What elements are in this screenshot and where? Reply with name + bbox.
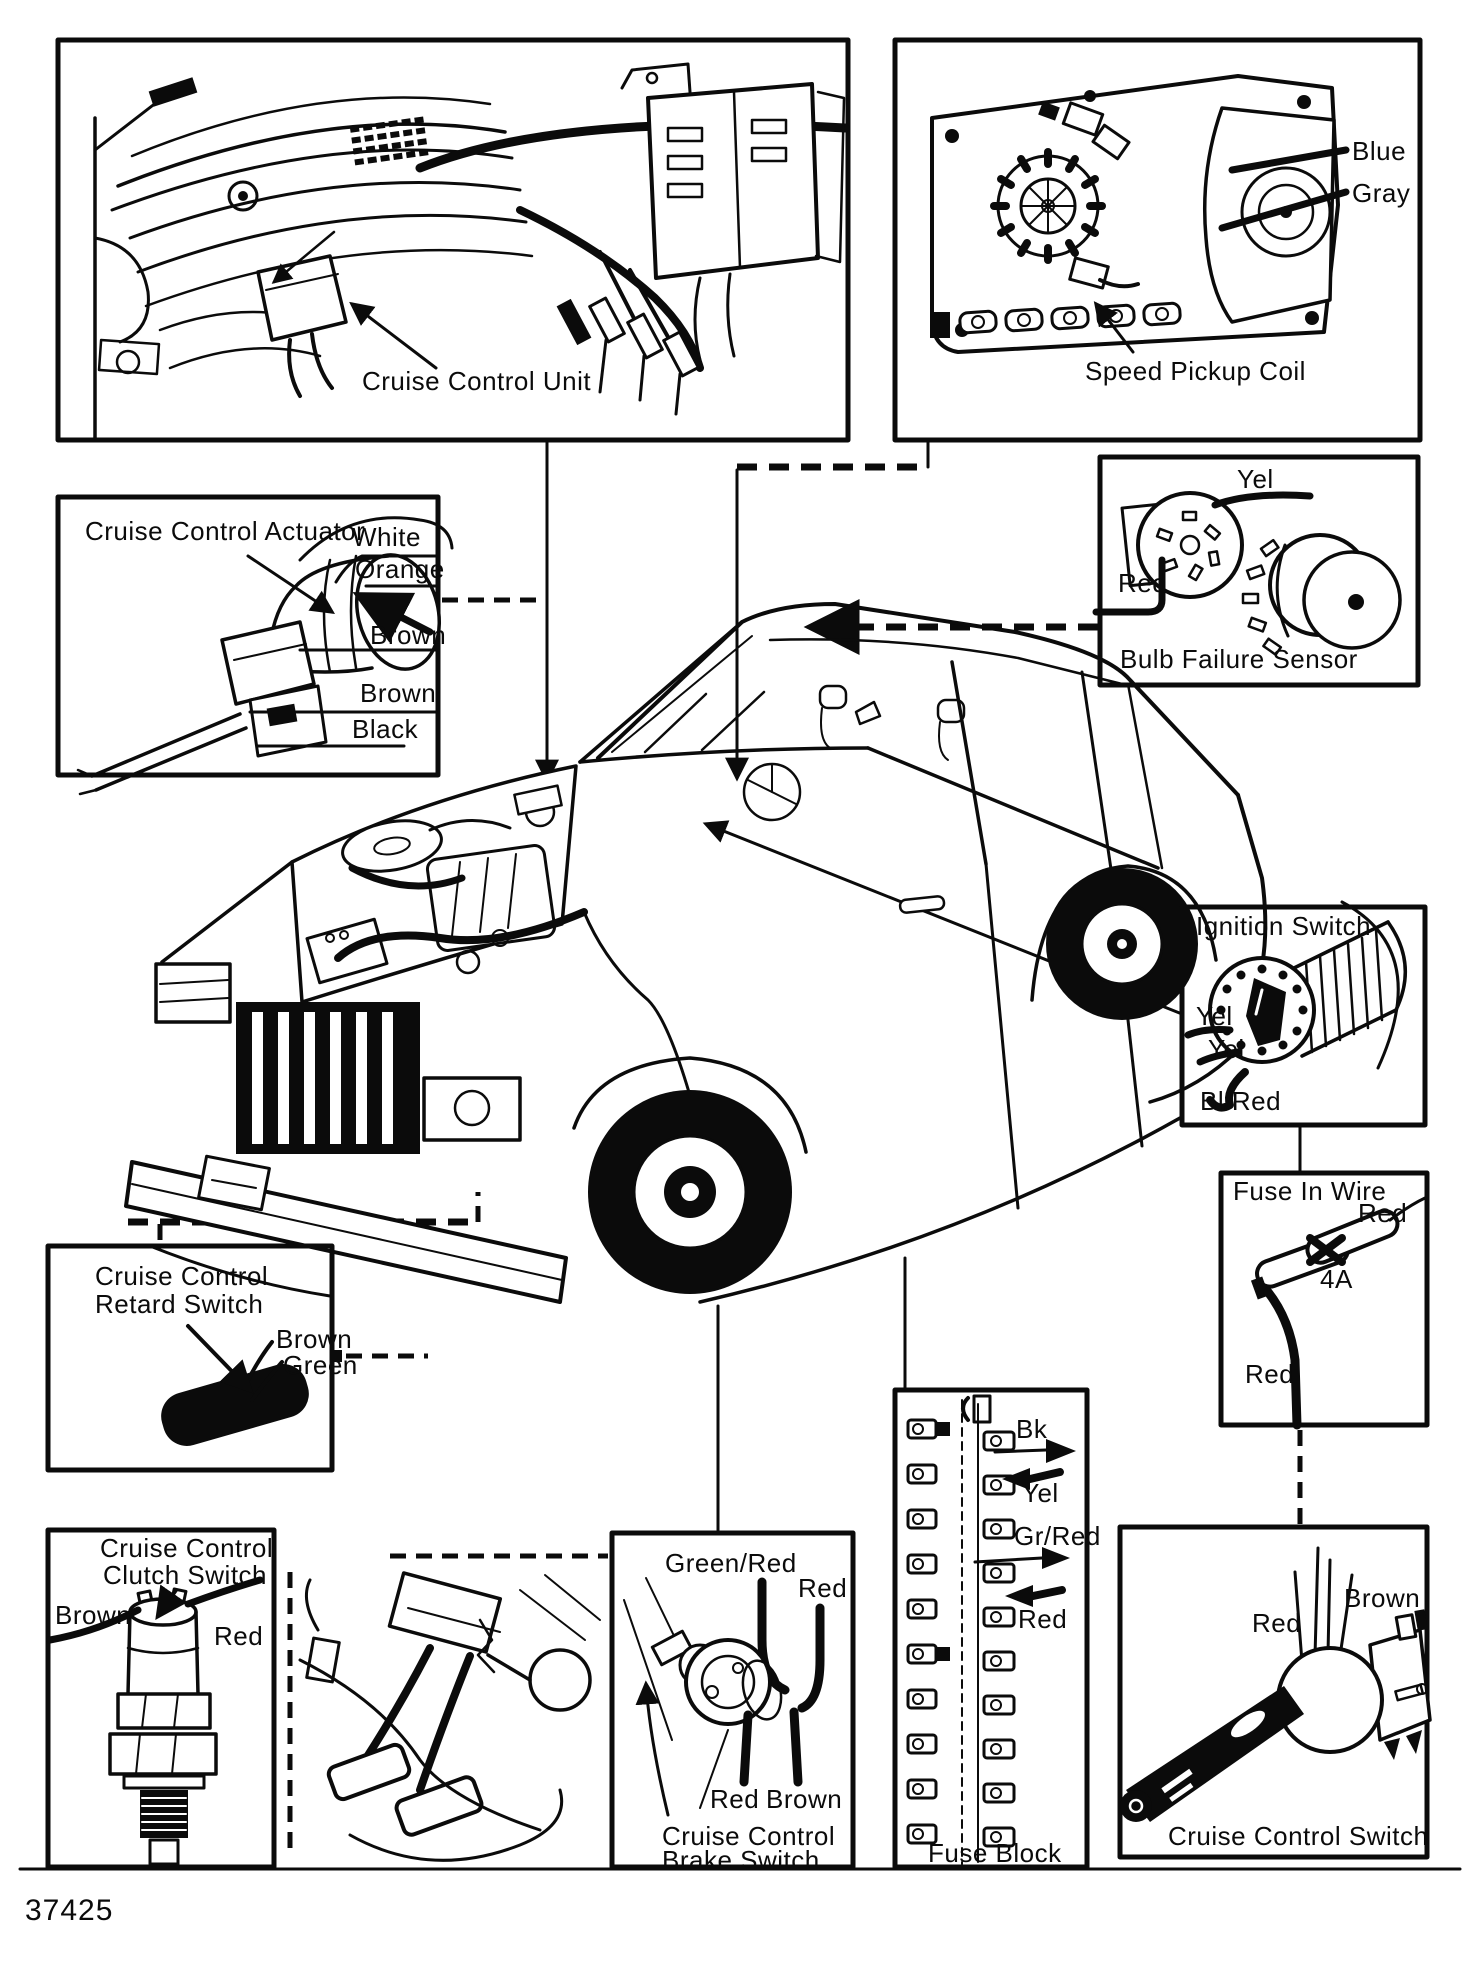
wire-label-white: White xyxy=(352,522,421,552)
bulb-failure-sensor-caption: Bulb Failure Sensor xyxy=(1120,644,1358,674)
clutch-switch-caption-line2: Clutch Switch xyxy=(103,1560,267,1590)
cruise-control-switch-caption: Cruise Control Switch xyxy=(1168,1821,1429,1851)
wire-label-orange: Orange xyxy=(355,554,445,584)
wire-label-red-top: Red xyxy=(798,1573,848,1603)
clutch-switch-panel xyxy=(48,1530,274,1867)
speed-pickup-coil-panel xyxy=(895,40,1420,440)
wire-label-red: Red xyxy=(1118,568,1168,598)
fuse-block-panel xyxy=(895,1390,1101,1868)
wire-label-red: Red xyxy=(1018,1604,1068,1634)
ignition-switch-panel xyxy=(1182,902,1425,1125)
wire-label-brown: Brown xyxy=(1344,1583,1421,1613)
brake-switch-panel xyxy=(612,1533,853,1875)
fuse-terminals-right xyxy=(984,1432,1014,1846)
wire-label-red: Red xyxy=(214,1621,264,1651)
page-footer xyxy=(20,1869,1460,1927)
pedal-assembly-sketch xyxy=(300,1573,600,1860)
cruise-control-unit-panel xyxy=(58,40,848,440)
wire-label-yel: Yel xyxy=(1022,1478,1059,1508)
fuse-block-caption: Fuse Block xyxy=(928,1838,1062,1868)
wire-label-yel-1: Yel xyxy=(1196,1001,1233,1031)
wire-label-brown: Brown xyxy=(55,1600,132,1630)
wire-label-gr-red: Gr/Red xyxy=(1014,1521,1101,1551)
cruise-control-switch-panel xyxy=(1120,1527,1430,1857)
wire-label-red-bottom: Red xyxy=(710,1784,760,1814)
brake-switch-caption-line1: Cruise Control xyxy=(662,1821,836,1851)
wire-label-black: Black xyxy=(352,714,419,744)
wire-label-bk: Bk xyxy=(1016,1414,1048,1444)
cruise-control-actuator-panel xyxy=(58,497,452,794)
wire-label-bl-red: Bl/Red xyxy=(1200,1086,1282,1116)
wire-label-red-top: Red xyxy=(1358,1198,1408,1228)
retard-switch-panel xyxy=(48,1246,358,1470)
wire-label-red-bottom: Red xyxy=(1245,1359,1295,1389)
fuse-in-wire-caption: Fuse In Wire xyxy=(1233,1176,1387,1206)
wire-label-blue: Blue xyxy=(1352,136,1407,166)
figure-number: 37425 xyxy=(25,1894,114,1927)
speed-pickup-coil-caption: Speed Pickup Coil xyxy=(1085,356,1306,386)
ignition-switch-caption: Ignition Switch xyxy=(1196,911,1372,941)
cruise-control-actuator-caption: Cruise Control Actuator xyxy=(85,516,366,546)
wire-label-green: Green xyxy=(283,1350,358,1380)
brake-switch-caption-line2: Brake Switch xyxy=(662,1845,820,1875)
cruise-control-unit-caption: Cruise Control Unit xyxy=(362,366,592,396)
fuse-terminals-left xyxy=(908,1420,950,1843)
wire-label-brown-upper: Brown xyxy=(370,620,447,650)
wire-label-brown: Brown xyxy=(766,1784,843,1814)
wire-label-yel: Yel xyxy=(1237,464,1274,494)
wire-label-yel-2: Yel xyxy=(1208,1034,1245,1064)
fuse-rating-label: 4A xyxy=(1320,1264,1353,1294)
wire-label-brown: Brown xyxy=(276,1324,353,1354)
wire-label-green-red: Green/Red xyxy=(665,1548,797,1578)
bulb-failure-sensor-panel xyxy=(1096,457,1418,685)
wire-label-red: Red xyxy=(1252,1608,1302,1638)
fuse-in-wire-panel xyxy=(1221,1173,1427,1425)
retard-switch-caption-line1: Cruise Control xyxy=(95,1261,269,1291)
clutch-switch-caption-line1: Cruise Control xyxy=(100,1533,274,1563)
wire-label-gray: Gray xyxy=(1352,178,1411,208)
retard-switch-caption-line2: Retard Switch xyxy=(95,1289,264,1319)
wire-label-brown-lower: Brown xyxy=(360,678,437,708)
